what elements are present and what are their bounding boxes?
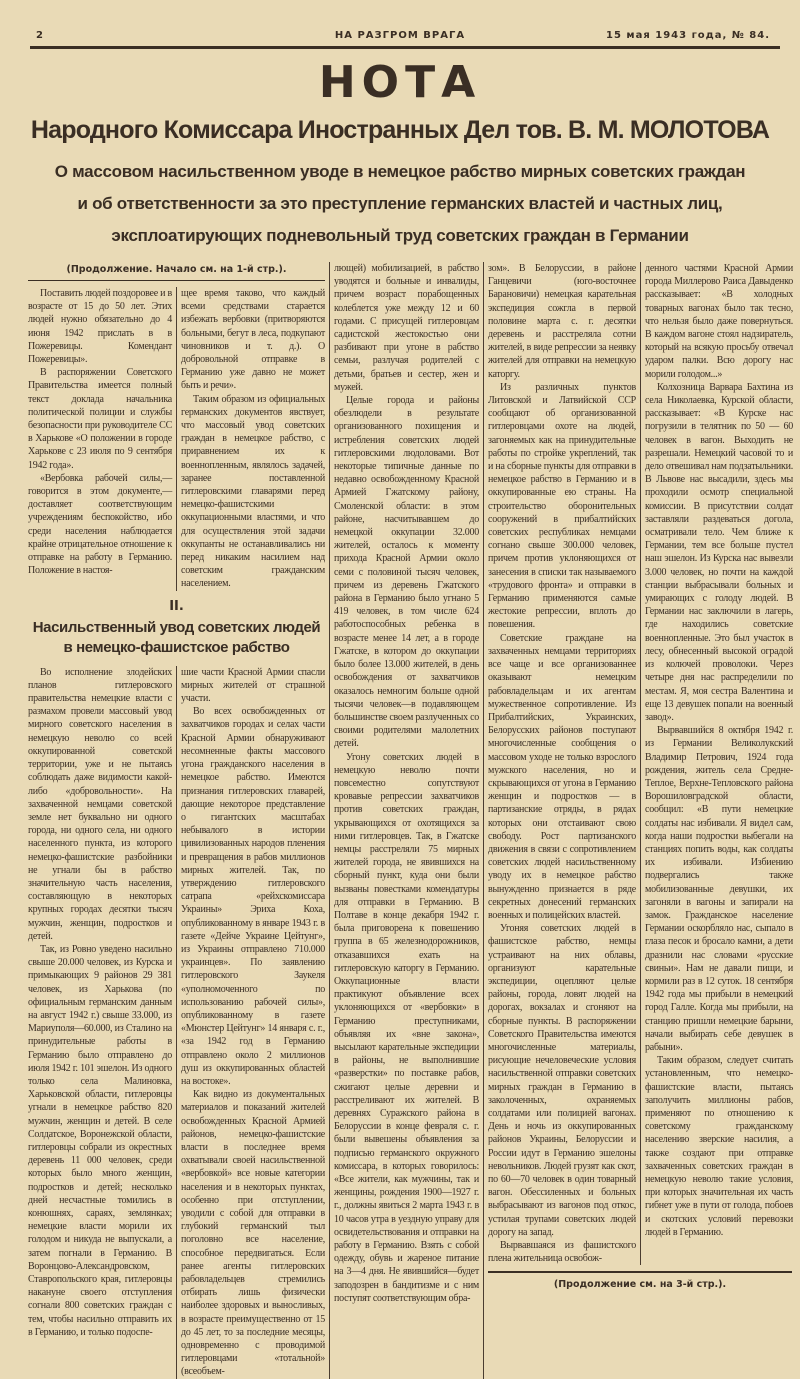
paragraph: «Вербовка рабочей силы,— говорится в этом документе,— доставляет соответствующим учреждениям беспокойство, ибо среди населения наблюдается крайне отрицательное отношение к отправке на работу в Германию. Положение в настоя-	[28, 472, 172, 577]
header-rule	[30, 46, 780, 49]
paragraph: Угону советских людей в немецкую неволю почти повсеместно сопутствуют кровавые репрессии захватчиков против советских граждан, укрывающихся от охотящихся за ними гитлеровцев. Так, в Гжатске немцы расстреляли 75 мирных жителей города, не явившихся на сборный пункт, куда они были вызваны повестками комендатуры для отправки в Германию. В Полтаве в конце декабря 1942 г. была приговорена к повешению группа в 65 железнодорожников, отказавшихся ехать на гитлеровскую каторгу в Германию. Оккупационные власти практикуют объявление всех уклоняющихся от «вербовки» в Германию преступниками, объявляя их «вне закона», высылают карательные экспедиции в районы, не выполнившие «разверстки» по поставке рабов, сжигают целые деревни и расстреливают их жителей. В деревнях Суражского района в Белоруссии в конце февраля с. г. были вывешены объявления за подписью германского окружного комиссара, в которых говорилось: «Все жители, как мужчины, так и женщины, рождения 1900—1927 г. г., должны явиться 2 марта 1943 г. в 10 часов утра в уездную управу для освидетельствования и отправки на работу в Германию. Взять с собой одежду, обувь и жареное питание на 3—4 дня. Не явившийся—будет заподозрен в бандитизме и с ним поступят соответствующим обра-	[334, 751, 479, 1304]
paragraph: Поставить людей поздоровее и в возрасте от 15 до 50 лет. Этих людей нужно обязательно до 4 июня 1942 прислать в в Пожеревицы. Комендант Пожеревицы».	[28, 288, 172, 366]
paragraph: зом». В Белоруссии, в районе Ганцевичи (юго-восточнее Барановичи) немецкая карательная экспедиция сожгла в первой половине марта с. г. десятки деревень и расстреляла сотни жителей, в виде репрессии за неявку жителей для отправки на немецкую каторгу.	[488, 263, 636, 380]
column-1-bottom	[28, 666, 172, 1379]
right-block	[483, 262, 792, 1379]
issue-date: 15 мая 1943 года, № 84.	[606, 30, 770, 41]
bottom-columns	[28, 666, 325, 1379]
column-5	[640, 262, 793, 1265]
column-3	[329, 262, 479, 1379]
article-body	[28, 262, 793, 1379]
paragraph: Таким образом, следует считать установленным, что немецко-фашистские власти, пытаясь заполучить миллионы рабов, применяют по отношению к советскому гражданскому населению зверские насилия, а также создают при отправке захваченных советских граждан в немецкую неволю такие условия, при которых значительная их часть гибнет уже в пути от голода, побоев и скотских условий перевозки людей в Германию.	[645, 1055, 793, 1238]
paragraph: Колхозница Варвара Бахтина из села Николаевка, Курской области, рассказывает: «В Курске нас погрузили в телятник по 50 — 60 человек в вагон. Выходить не разрешали. Немецкий часовой то и дело отвешивал нам подзатыльники. В Львове нас высадили, здесь мы проходили осмотр специальной комиссии. В присутствии солдат заставляли раздеваться догола, осматривали тело. Чем ближе к Германии, тем все больше пустел наш эшелон. Из Курска нас вывезли 3.000 человек, но почти на каждой станции выбрасывали больных и умирающих с голоду людей. В Германии нас заключили в лагерь, где находились советские военнопленные. Это был участок в лесу, обнесенный высокой оградой из колючей проволоки. Через четыре дня нас распределили по местам. Я, моя сестра Валентина и еще 13 девушек попали на военный завод».	[645, 381, 793, 723]
paragraph: щее время таково, что каждый всеми средствами старается избежать вербовки (притворяются больными, бегут в леса, подкупают чиновников и т. д.). О добровольной отправке в Германию уже давно не может быть и речи».	[181, 288, 325, 392]
continued-to-note: (Продолжение см. на 3-й стр.).	[553, 1279, 727, 1291]
newspaper-name: НА РАЗГРОМ ВРАГА	[334, 30, 466, 41]
paragraph: Советские граждане на захваченных немцами территориях все чаще и все организованнее оказывают немецким рабовладельцам и их агентам мужественное сопротивление. Из Прибалтийских, Украинских, Белорусских районов поступают многочисленные сообщения о массовом уходе не только взрослого мужского населения, но и скрывающихся от угона в Германию женщин и подростков — в партизанские отряды, в рядах которых они отстаивают свою свободу. Рост партизанского движения в связи с сопротивлением советских людей насильственному уводу их в немецкое рабство вынужденно признается в ряде секретных донесений германских военных и полицейских властей.	[488, 632, 636, 921]
page-title: НОТА	[318, 57, 482, 108]
paragraph: лющей) мобилизацией, в рабство уводятся и больные и инвалиды, причем возраст порабощенных колеблется уже между 12 и 60 годами. С присущей гитлеровцам садистской жестокостью они разбивают при угоне в рабство семьи, разлучая родителей с детьми, братьев и сестер, жен и мужей.	[334, 263, 479, 393]
paragraph: Во исполнение злодейских планов гитлеровского правительства немецкие власти с размахом провели массовый увод мирного советского населения в немецкую неволю со всей оккупированной советской территории, уже и не пытаясь соблюдать даже видимости какой-либо «добровольности». На захваченной немцами советской земле нет буквально ни одного города, ни одного села, ни одного населенного пункта, из которого немецко-фашистские разбойники не угнали бы в рабство значительную часть населения, составляющую в некоторых крупных городах десятки тысяч мужчин, женщин, подростков и детей.	[28, 666, 172, 942]
page-number: 2	[36, 30, 44, 41]
paragraph: Вырвавшаяся из фашистского плена жительница освобож-	[488, 1240, 636, 1265]
paragraph: В распоряжении Советского Правительства имеется полный текст доклада начальника политической полиции и службы безопасности при руководителе СС в Харькове «О положении в городе Харькове с 23 июля по 9 сентября 1942 года».	[28, 367, 172, 471]
page-subtitle: Народного Комиссара Иностранных Дел тов. В. М. МОЛОТОВА	[30, 116, 770, 144]
column-4	[488, 262, 636, 1265]
column-1-top	[28, 287, 172, 591]
section-title: Насильственный увод советских людей в немецко-фашистское рабство	[32, 618, 321, 656]
paragraph: Так, из Ровно уведено насильно свыше 20.000 человек, из Курска и примыкающих 9 районов 29 381 человек, из Харькова (по официальным германским данным на август 1942 г.) свыше 33.000, из Мариуполя—60.000, из Сталино на принудительные работы в Германию было отправлено до июля 1942 г. 101 эшелон. Из одного только села Малиновка, Харьковской области, гитлеровцы угнали в немецкое рабство 820 мужчин, женщин и детей. В селе Солдатское, Воронежской области, гитлеровцы собрали из окрестных деревень 11 000 человек, среди которых было много женщин, подростков и детей; несколько дней несчастные томились в конюшнях, сараях, землянках; немецкие власти морили их голодом и никуда не выпускали, а затем погнали в Германию. В Воронцово-Александровском, Ставропольского края, гитлеровцы накануне своего отступления согнали 800 советских граждан с тем, чтобы насильно отправить их в Германию, и только подоспе-	[28, 943, 172, 1338]
right-columns	[488, 262, 792, 1265]
paragraph: Целые города и районы обезлюдели в результате организованного похищения и истребления советских людей гитлеровскими людоловами. Вот некоторые типичные данные по недавно освобожденному Красной Армией Гжатскому району, Смоленской области: в этом районе, насчитывавшем до немецкой оккупации 32.000 жителей, осталось к моменту прихода Красной Армии около семи с половиной тысяч человек, причем из деревень Гжатского района в Германию было угнано 5 419 человек, в том числе 624 работоспособных ребенка в возрасте менее 14 лет, а в городе Гжатске, в котором до оккупации было более 13.000 жителей, в день освобождения от захватчиков оказалось немногим больше одной тысячи человек—в подавляющем большинстве своем разлученных со своими родителями малолетних детей.	[334, 395, 480, 750]
paragraph: Вырвавшийся 8 октября 1942 г. из Германии Великолукский Владимир Петрович, 1924 года рождения, житель села Средне-Теплое, Верхне-Тепловского района Ворошиловградской области, сообщил: «В пути немецкие солдаты нас избивали. Я видел сам, когда наши подростки выбегали на станциях попить воды, как солдаты их избивали. Избиению подвергались также мобилизованные девушки, их загоняли в вагоны и запирали на замок. Гражданское население Германии оскорбляло нас, сыпало в глаза песок и бросало камни, а дети дразнили нас словами «русские свиньи». Нам не давали пищи, и кормили раз в 12 суток. 18 сентября 1942 года мы прибыли в немецкий город Галле. Когда мы прибыли, на станцию пришли немецкие барыни, начали выбирать себе девушек в рабыни».	[645, 725, 793, 1053]
paragraph: Таким образом из официальных германских документов явствует, что массовый увод советских граждан в немецкое рабство, с приравнением их к военнопленным, являлось задачей, заранее поставленной гитлеровскими главарями перед немецко-фашистскими оккупационными властями, и что для осуществления этой задачи оккупанты не останавливались ни перед никаким насилием над советским гражданским населением.	[181, 393, 325, 590]
rule	[488, 1271, 792, 1273]
deck-line: эксплоатирующих подневольный труд советских граждан в Германии	[111, 226, 689, 245]
column-2-top	[176, 287, 325, 591]
paragraph: Как видно из документальных материалов и показаний жителей освобожденных Красной Армией районов, немецко-фашистские власти в последнее время охватывали своей насильственной «вербовкой» все новые категории населения и в некоторых пунктах, особенно при отступлении, уводили с собой для отправки в глубокий германский тыл поголовно все население, способное передвигаться. Если ранее агенты гитлеровских рабовладельцев стремились отбирать лишь физически наиболее здоровых и выносливых, в возрасте преимущественно от 15 до 45 лет, то за последние месяцы, одновременно с проводимой гитлеровцами «тотальной» (всеобъем-	[181, 1089, 325, 1378]
paragraph: Во всех освобожденных от захватчиков городах и селах части Красной Армии обнаруживают несомненные факты массового угона гражданского населения в немецкое рабство. Имеются признания гитлеровских главарей, дающие некоторое представление о гигантских масштабах небывалого в истории цивилизованных народов пленения и превращения в рабов миллионов мирных жителей. Так, по утверждению гитлеровского сатрапа «рейхскомиссара Украины» Эриха Коха, опубликованному в январе 1943 г. в газете «Дейче Украине Цейтунг», из Украины отправлено 710.000 украинцев». По заявлению гитлеровского Заукеля «уполномоченного по использованию рабочей силы», опубликованному в газете «Мюнстер Цейтунг» 14 января с. г., «за 1942 год в Германию отправлено около 2 миллионов душ из оккупированных областей на востоке».	[181, 706, 325, 1087]
paragraph: шие части Красной Армии спасли мирных жителей от страшной участи.	[181, 666, 325, 705]
paragraph: денного частями Красной Армии города Миллерово Раиса Давыденко рассказывает: «В холодных товарных вагонах было так тесно, что нельзя было даже повернуться. В каждом вагоне стоял надзиратель, который на всякую просьбу отвечал ударом палки. Всю дорогу нас морили голодом...»	[645, 263, 793, 380]
top-columns	[28, 287, 325, 591]
column-2-bottom	[176, 666, 325, 1379]
paragraph: Угоняя советских людей в фашистское рабство, немцы устраивают на них облавы, организуют карательные экспедиции, оцепляют целые районы, города, ловят людей на дорогах, вокзалах и сгоняют на сборные пункты. В распоряжении Советского Правительства имеются многочисленные материалы, рисующие нечеловеческие условия насильственной отправки советских мирных граждан в Германию в заколоченных, охраняемых солдатами или полицией вагонах. День и ночь из оккупированных районов Украины, Белоруссии и России идут в Германию эшелоны невольников. Людей грузят как скот, по 60—70 человек в один товарный вагон. Обессиленных и больных выбрасывают из вагонов под откос, устилая трупами советских людей дорогу на запад.	[488, 923, 636, 1238]
left-block	[28, 262, 325, 1379]
section-number: II.	[169, 598, 184, 614]
paragraph: Из различных пунктов Литовской и Латвийской ССР сообщают об организованной гитлеровцами охоте на людей, загоняемых как на принудительные работы по стройке укреплений, так и на сборные пункты для отправки в немецкое рабство в Германию и в оккупированные ею страны. На строительство оборонительных сооружений в прибалтийских советских республиках немцами согнано свыше 300.000 человек, причем против уклоняющихся от занесения в списки так называемого «трудового фронта» и отправки в Германию применяются самые жестокие репрессии, вплоть до повешения.	[488, 381, 636, 631]
rule	[28, 280, 325, 281]
deck-line: и об ответственности за это преступление германских властей и частных лиц,	[77, 194, 723, 213]
deck-line: О массовом насильственном уводе в немецкое рабство мирных советских граждан	[54, 162, 746, 181]
continued-from-note: (Продолжение. Начало см. на 1-й стр.).	[66, 264, 287, 275]
headline-deck	[10, 156, 790, 252]
